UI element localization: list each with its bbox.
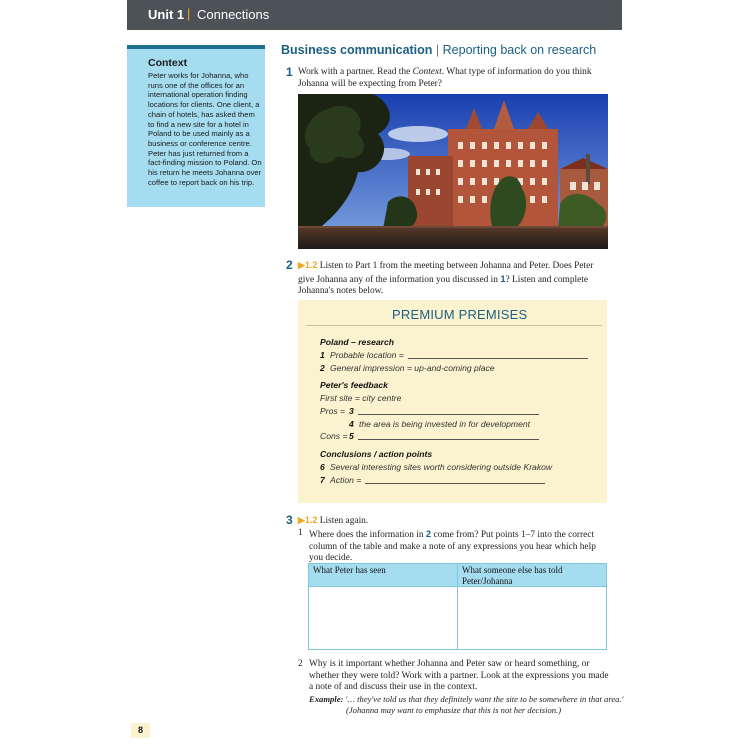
audio-track-1-2[interactable]: 1.2 (304, 260, 318, 270)
exercise-2-text (298, 260, 610, 298)
section-title-separator: | (435, 43, 440, 57)
notes-item-5-answer-line[interactable] (358, 439, 539, 440)
photo-brick-building-by-river (298, 94, 608, 249)
page-number: 8 (137, 725, 143, 735)
play-triangle-icon[interactable]: ▶ (298, 260, 305, 270)
notes-item-5-number: 5 (349, 431, 354, 441)
table-header-someone-else-told: What someone else has told Peter/Johanna (462, 565, 563, 586)
unit-separator: | (187, 6, 191, 21)
notes-item-2-text: General impression = up-and-coming place (330, 363, 495, 373)
notes-item-7-number: 7 (320, 475, 325, 485)
notes-item-1-answer-line[interactable] (408, 358, 588, 359)
notes-item-4-text: the area is being invested in for development (359, 419, 531, 429)
exercise-3-number: 3 (286, 513, 293, 527)
notes-section-feedback: Peter's feedback (320, 380, 388, 390)
notes-section-poland: Poland – research (320, 337, 395, 347)
notes-cons-label: Cons = (320, 431, 348, 441)
notes-item-1-text: Probable location = (330, 350, 404, 360)
exercise-1-text (298, 67, 610, 90)
notes-item-7-text: Action = (330, 475, 362, 485)
context-title: Context (148, 57, 188, 69)
exercise-1-text-b: . What type of information do you think Johanna will be expecting from Peter? (298, 67, 592, 89)
notes-item-6-number: 6 (320, 462, 325, 472)
exercise-3-q1-number: 1 (298, 528, 303, 538)
exercise-3-intro-text: Listen again. (319, 516, 369, 526)
notes-heading-rule (306, 325, 602, 326)
exercise-3-intro (298, 515, 368, 528)
exercise-2-text-b: ? Listen and complete Johanna's notes below. (298, 274, 589, 296)
exercise-2-ref: 1 (500, 272, 506, 284)
exercise-2-text-a: Listen to Part 1 from the meeting between Johanna and Peter. Does Peter give Johanna any of the information you discussed in (298, 261, 594, 285)
unit-label: Unit 1 (148, 7, 185, 22)
exercise-3-q2-text: Why is it important whether Johanna and Peter saw or heard something, or whether they were told? Work with a partner. Look at the expressions you made a note of and discuss their use in the context. (309, 659, 609, 692)
table-header-peter-has-seen: What Peter has seen (313, 565, 386, 575)
exercise-2-number: 2 (286, 258, 293, 272)
table-cell-right[interactable] (458, 587, 606, 649)
unit-title: Connections (197, 7, 270, 22)
section-title-sub: Reporting back on research (442, 43, 597, 57)
notes-item-3-number: 3 (349, 406, 354, 416)
section-title-main: Business communication (281, 43, 433, 57)
exercise-3-q1-ref: 2 (425, 528, 432, 539)
notes-pros-label: Pros = (320, 406, 346, 416)
exercise-3-q1-text-a: Where does the information in (309, 530, 426, 540)
example-text: '… they've told us that they definitely want the site to be somewhere in that area.' (345, 694, 624, 704)
table-cell-left[interactable] (309, 587, 456, 649)
exercise-3-q2-number: 2 (298, 659, 303, 669)
notes-item-6-text: Several interesting sites worth considering outside Krakow (330, 462, 553, 472)
notes-item-3-answer-line[interactable] (358, 414, 539, 415)
context-body: Peter works for Johanna, who runs one of the offices for an international operation finding locations for clients. One client, a chain of hotels, has asked them to find a new site for a hotel in Poland to be used mainly as a business or conference centre. Peter has just returned from a fact-finding mission to Poland. On his return he meets Johanna over coffee to report back on his trip. (148, 71, 262, 187)
example-line (309, 694, 624, 706)
example-note-text: (Johanna may want to emphasize that this is not her decision.) (346, 705, 562, 715)
play-triangle-icon[interactable]: ▶ (298, 515, 305, 525)
exercise-1-text-a: Work with a partner. Read the (298, 67, 413, 77)
notes-item-1-number: 1 (320, 350, 325, 360)
notes-heading: PREMIUM PREMISES (392, 307, 528, 322)
notes-item-7-answer-line[interactable] (365, 483, 545, 484)
notes-item-4-number: 4 (349, 419, 354, 429)
example-note (346, 705, 561, 717)
exercise-1-context-ref: Context (412, 67, 442, 77)
exercise-1-number: 1 (286, 65, 293, 79)
section-title (281, 43, 596, 57)
audio-track-1-2[interactable]: 1.2 (304, 515, 318, 525)
notes-first-site: First site = city centre (320, 393, 402, 403)
exercise-3-q1-text-b: come from? Put points 1–7 into the correct column of the table and make a note of any expressions you hear which help you decide. (309, 530, 596, 563)
notes-item-2-number: 2 (320, 363, 325, 373)
notes-section-conclusions: Conclusions / action points (320, 449, 433, 459)
example-label: Example: (309, 694, 344, 704)
exercise-3-q1-text (309, 528, 609, 565)
